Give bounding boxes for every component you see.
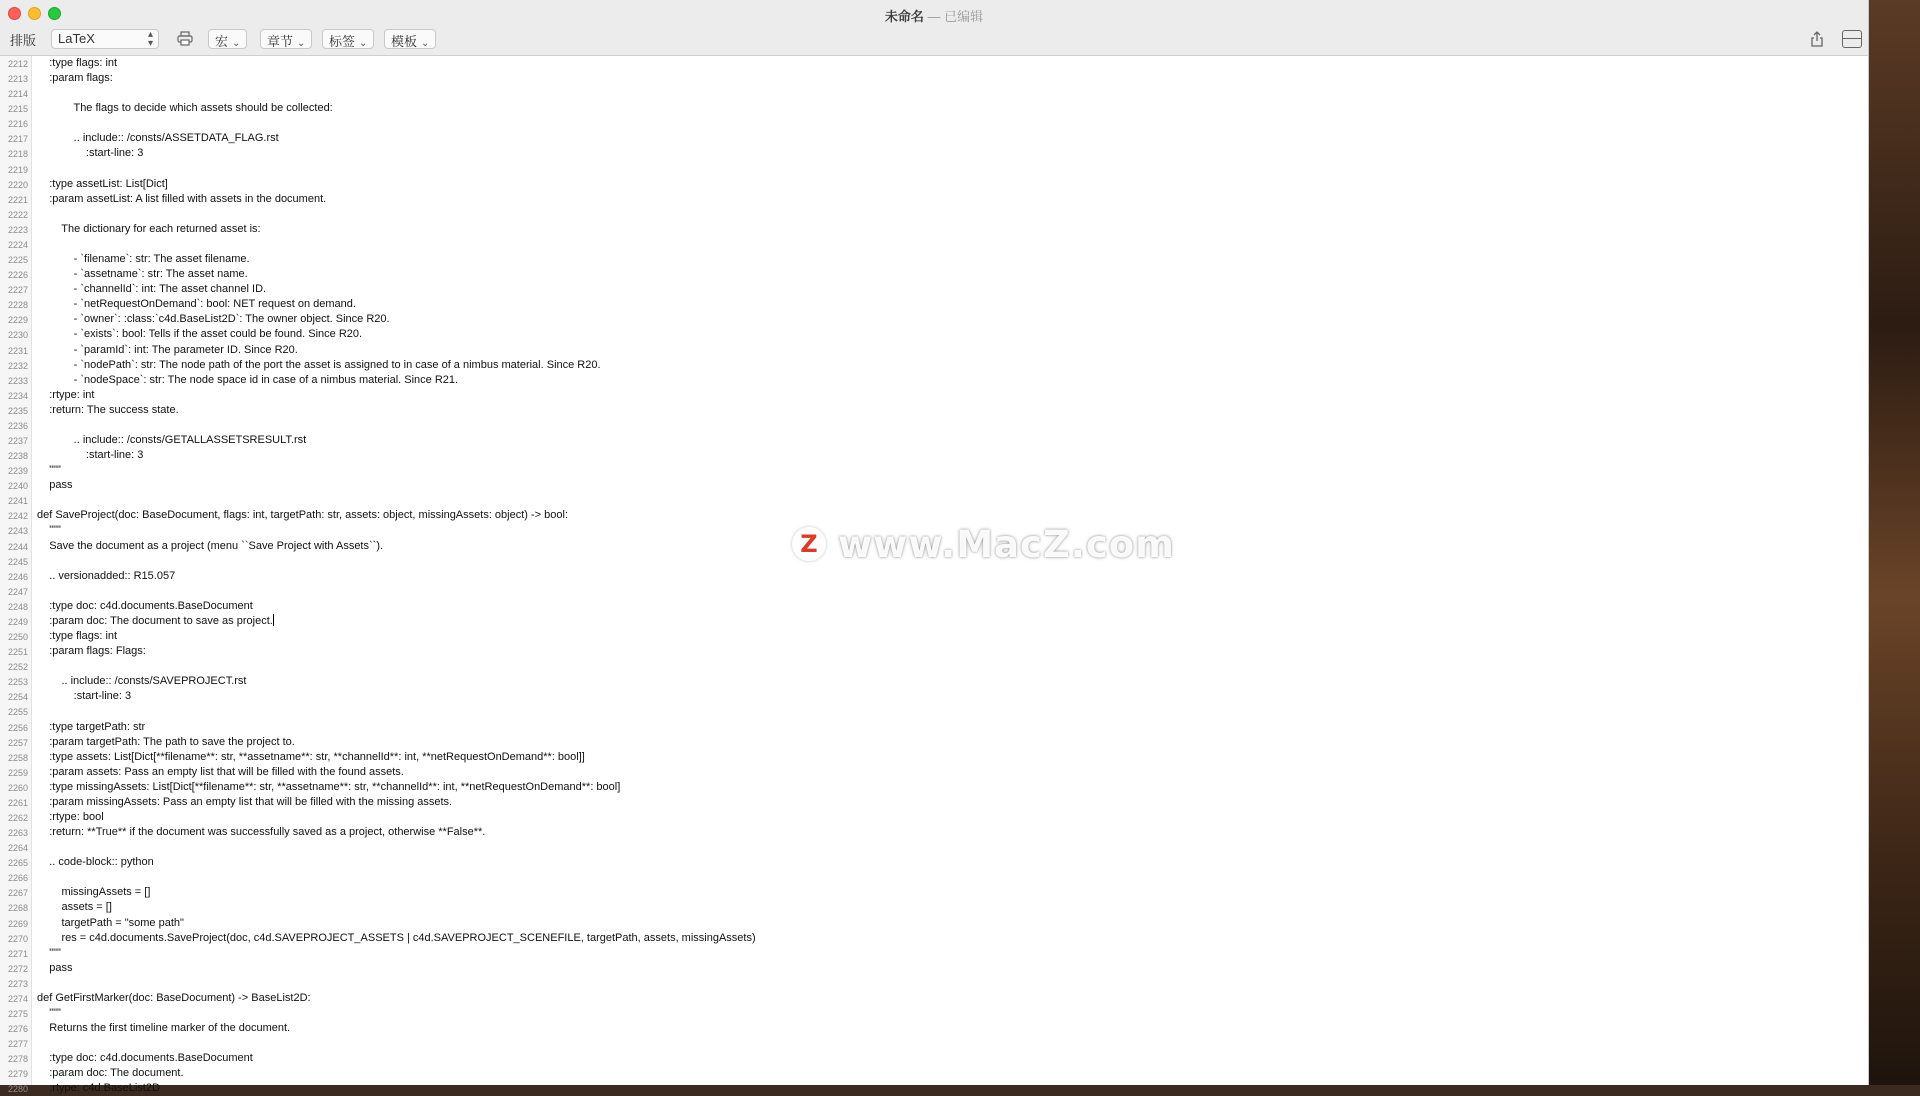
line-number: 2223 [7,224,28,235]
code-line[interactable] [0,554,1860,569]
line-text: .. include:: /consts/SAVEPROJECT.rst [37,675,247,688]
line-text: The flags to decide which assets should be collected: [37,102,333,115]
template-menu[interactable] [384,29,436,49]
line-text: :rtype: bool [37,811,104,823]
code-line[interactable] [0,539,1860,554]
line-text: - `exists`: bool: Tells if the asset could be found. Since R20. [37,328,363,341]
line-text: :type flags: int [37,57,118,69]
line-number: 2271 [7,948,28,959]
line-number: 2214 [7,89,28,100]
line-number: 2233 [7,375,28,386]
line-text: :type targetPath: str [37,720,146,733]
line-number: 2264 [7,843,28,854]
code-line[interactable] [0,448,1860,463]
line-text: - `nodePath`: str: The node path of the port the asset is assigned to in case of a nimbus material. Since R20. [37,358,601,371]
line-text: """ [37,464,61,477]
line-number: 2236 [7,420,28,431]
code-line[interactable] [0,674,1860,689]
code-line[interactable] [0,780,1860,795]
macro-menu-label: 宏 [215,34,229,49]
code-line[interactable] [0,131,1860,146]
line-number: 2217 [7,134,28,145]
line-number: 2212 [7,59,28,69]
code-line[interactable] [0,327,1860,342]
code-editor[interactable] [0,56,1868,1095]
code-line[interactable] [0,177,1860,192]
code-line[interactable] [0,312,1860,327]
code-line[interactable] [0,388,1860,403]
line-text: :return: **True** if the document was successfully saved as a project, otherwise **False**. [37,826,486,839]
code-line[interactable] [0,418,1860,433]
line-text: :start-line: 3 [37,690,132,703]
line-number: 2250 [7,632,28,643]
line-text: .. include:: /consts/GETALLASSETSRESULT.rst [37,434,307,446]
line-text: targetPath = "some path" [37,916,184,929]
line-text: - `channelId`: int: The asset channel ID. [37,283,267,296]
text-cursor [273,614,274,626]
template-menu-label: 模板 [391,34,418,49]
line-number: 2221 [7,194,28,205]
code-line[interactable] [0,1021,1860,1036]
chevron-down-icon: ⌄ [359,38,368,49]
line-text: - `netRequestOnDemand`: bool: NET request on demand. [37,298,356,311]
line-text: pass [37,961,73,974]
line-text: .. include:: /consts/ASSETDATA_FLAG.rst [37,132,279,145]
line-text: :rtype: int [37,388,95,401]
line-number: 2230 [7,330,28,341]
line-text: :type flags: int [37,630,118,643]
code-line[interactable] [0,569,1860,584]
code-line[interactable] [0,840,1860,855]
line-number: 2247 [7,586,28,597]
edit-state: 已编辑 [944,9,984,24]
code-line[interactable] [0,207,1860,222]
code-line[interactable] [0,222,1860,237]
line-text: :param flags: [37,72,113,85]
code-line[interactable] [0,765,1860,780]
line-number: 2255 [7,707,28,718]
code-line[interactable] [0,1036,1860,1051]
code-line[interactable] [0,1051,1860,1066]
share-icon[interactable] [1808,31,1826,48]
code-line[interactable] [0,584,1860,599]
code-line[interactable] [0,71,1860,86]
code-line[interactable] [0,614,1860,629]
line-number: 2251 [7,647,28,658]
code-line[interactable] [0,463,1860,478]
line-text: - `filename`: str: The asset filename. [37,253,250,266]
updown-chevron-icon: ▴ ▾ [147,29,153,49]
line-number: 2239 [7,466,28,477]
line-number: 2242 [7,511,28,522]
code-line[interactable] [0,478,1860,493]
title-separator: — [927,9,941,24]
line-number: 2224 [7,239,28,250]
window-title [0,6,1868,25]
line-text: missingAssets = [] [37,886,151,899]
code-line[interactable] [0,689,1860,704]
code-line[interactable] [0,961,1860,976]
tag-menu[interactable] [322,29,374,49]
line-number: 2262 [7,813,28,823]
code-line[interactable] [0,825,1860,840]
line-text: Returns the first timeline marker of the document. [37,1022,291,1035]
code-line[interactable] [0,373,1860,388]
code-line[interactable] [0,855,1860,870]
desktop-background [1868,0,1920,1085]
line-number: 2261 [7,797,28,808]
line-number: 2228 [7,300,28,311]
line-number: 2213 [7,74,28,85]
line-number: 2257 [7,737,28,748]
line-number: 2238 [7,451,28,462]
watermark-logo: Z [792,527,826,561]
code-line[interactable] [0,1006,1860,1021]
line-number: 2244 [7,541,28,552]
line-text: - `nodeSpace`: str: The node space id in case of a nimbus material. Since R21. [37,373,459,386]
line-number: 2266 [7,873,28,884]
line-number: 2248 [7,601,28,612]
code-line[interactable] [0,704,1860,719]
line-number: 2277 [7,1039,28,1050]
line-text: def GetFirstMarker(doc: BaseDocument) -> BaseList2D: [37,991,311,1004]
line-text: Save the document as a project (menu ``Save Project with Assets``). [37,539,384,552]
code-line[interactable] [0,237,1860,252]
line-text: :param assets: Pass an empty list that will be filled with the found assets. [37,765,404,778]
code-line[interactable] [0,931,1860,946]
line-text: :param flags: Flags: [37,645,146,658]
line-number: 2258 [7,752,28,763]
code-line[interactable] [0,991,1860,1006]
code-line[interactable] [0,146,1860,161]
line-text: assets = [] [37,901,112,914]
line-text: :param targetPath: The path to save the project to. [37,735,295,748]
code-line[interactable] [0,252,1860,267]
code-line[interactable] [0,916,1860,931]
line-number: 2279 [7,1069,28,1080]
code-line[interactable] [0,101,1860,116]
line-number: 2241 [7,496,28,507]
line-number: 2260 [7,782,28,793]
chevron-down-icon: ⌄ [232,38,241,49]
code-line[interactable] [0,192,1860,207]
line-number: 2245 [7,556,28,567]
line-number: 2225 [7,255,28,266]
code-line[interactable] [0,599,1860,614]
line-number: 2249 [7,616,28,627]
line-number: 2263 [7,828,28,839]
line-text: :start-line: 3 [37,147,144,160]
code-line[interactable] [0,116,1860,131]
code-line[interactable] [0,403,1860,418]
line-text: :param missingAssets: Pass an empty list that will be filled with the missing assets. [37,795,453,808]
line-number: 2272 [7,963,28,974]
line-text: - `owner`: :class:`c4d.BaseList2D`: The owner object. Since R20. [37,313,390,326]
chevron-down-icon: ⌄ [297,38,306,49]
code-line[interactable] [0,976,1860,991]
code-line[interactable] [0,629,1860,644]
macro-menu[interactable] [208,29,247,49]
line-number: 2234 [7,390,28,401]
format-select-value: LaTeX [58,31,95,46]
code-line[interactable] [0,900,1860,915]
line-text: :param doc: The document. [37,1067,184,1080]
code-line[interactable] [0,720,1860,735]
line-number: 2216 [7,119,28,130]
line-text: :param assetList: A list filled with assets in the document. [37,192,327,205]
line-number: 2278 [7,1054,28,1065]
line-number: 2273 [7,978,28,989]
line-number: 2270 [7,933,28,944]
line-number: 2253 [7,677,28,688]
code-line[interactable] [0,1066,1860,1081]
line-number: 2268 [7,903,28,914]
line-number: 2222 [7,209,28,220]
chapter-menu[interactable] [260,29,312,49]
line-number: 2274 [7,993,28,1004]
title-bar [0,0,1868,27]
code-line[interactable] [0,162,1860,177]
line-text: def SaveProject(doc: BaseDocument, flags: int, targetPath: str, assets: object, missingAssets: object) -> bool: [37,509,569,522]
line-text: - `assetname`: str: The asset name. [37,268,248,281]
line-text: :param doc: The document to save as project. [37,614,273,627]
code-line[interactable] [0,735,1860,750]
line-number: 2275 [7,1009,28,1020]
code-line[interactable] [0,946,1860,961]
line-text: """ [37,524,61,537]
chevron-down-icon: ⌄ [421,38,430,49]
code-line[interactable] [0,1081,1860,1096]
line-text: res = c4d.documents.SaveProject(doc, c4d.SAVEPROJECT_ASSETS | c4d.SAVEPROJECT_SCENEFILE, targetPath, assets, missingAssets) [37,931,756,944]
line-text: :return: The success state. [37,403,179,416]
line-text: The dictionary for each returned asset is: [37,222,261,235]
code-line[interactable] [0,56,1860,71]
line-text: :type assets: List[Dict[**filename**: str, **assetname**: str, **channelId**: int, **netRequestOnDemand**: bool]] [37,750,585,763]
print-icon[interactable] [176,31,194,48]
document-name: 未命名 [884,9,924,24]
code-line[interactable] [0,870,1860,885]
line-number: 2215 [7,104,28,115]
line-number: 2243 [7,526,28,537]
line-number: 2227 [7,285,28,296]
line-number: 2259 [7,767,28,778]
line-text: .. versionadded:: R15.057 [37,569,176,582]
code-line[interactable] [0,343,1860,358]
code-line[interactable] [0,810,1860,825]
line-number: 2240 [7,481,28,492]
typeset-button[interactable]: 排版 [10,33,37,48]
code-line[interactable] [0,659,1860,674]
line-text: :start-line: 3 [37,449,144,462]
line-text: - `paramId`: int: The parameter ID. Since R20. [37,343,298,356]
line-number: 2219 [7,164,28,175]
line-number: 2229 [7,315,28,326]
line-text: """ [37,1007,61,1020]
line-number: 2246 [7,571,28,582]
toolbar [0,27,1868,56]
code-line[interactable] [0,750,1860,765]
line-number: 2226 [7,270,28,281]
line-number: 2265 [7,858,28,869]
code-line[interactable] [0,493,1860,508]
line-number: 2235 [7,405,28,416]
line-text: .. code-block:: python [37,856,154,869]
line-text: """ [37,946,61,959]
line-text: :type missingAssets: List[Dict[**filename**: str, **assetname**: str, **channelId**: int, **netRequestOnDemand**: bool] [37,780,621,793]
line-number: 2256 [7,722,28,733]
line-text: :type assetList: List[Dict] [37,177,168,190]
line-number: 2269 [7,918,28,929]
line-number: 2231 [7,345,28,356]
code-line[interactable] [0,433,1860,448]
line-number: 2267 [7,888,28,899]
line-text: :type doc: c4d.documents.BaseDocument [37,599,253,612]
line-number: 2280 [7,1084,28,1095]
code-line[interactable] [0,297,1860,312]
chapter-menu-label: 章节 [267,34,294,49]
line-number: 2276 [7,1024,28,1035]
line-number: 2252 [7,662,28,673]
line-number: 2220 [7,179,28,190]
tag-menu-label: 标签 [329,34,356,49]
watermark-text: www.MacZ.com [838,522,1175,566]
line-text: :type doc: c4d.documents.BaseDocument [37,1052,253,1065]
line-text: pass [37,479,73,492]
line-number: 2232 [7,360,28,371]
code-line[interactable] [0,523,1860,538]
line-number: 2237 [7,436,28,446]
line-number: 2218 [7,149,28,160]
code-line[interactable] [0,267,1860,282]
line-number: 2254 [7,692,28,703]
code-line[interactable] [0,644,1860,659]
code-line[interactable] [0,795,1860,810]
code-line[interactable] [0,282,1860,297]
line-text: :rtype: c4d.BaseList2D [37,1082,160,1095]
split-layout-icon[interactable] [1842,30,1862,48]
code-line[interactable] [0,86,1860,101]
format-select[interactable] [51,29,159,49]
code-line[interactable] [0,508,1860,523]
code-line[interactable] [0,358,1860,373]
code-line[interactable] [0,885,1860,900]
